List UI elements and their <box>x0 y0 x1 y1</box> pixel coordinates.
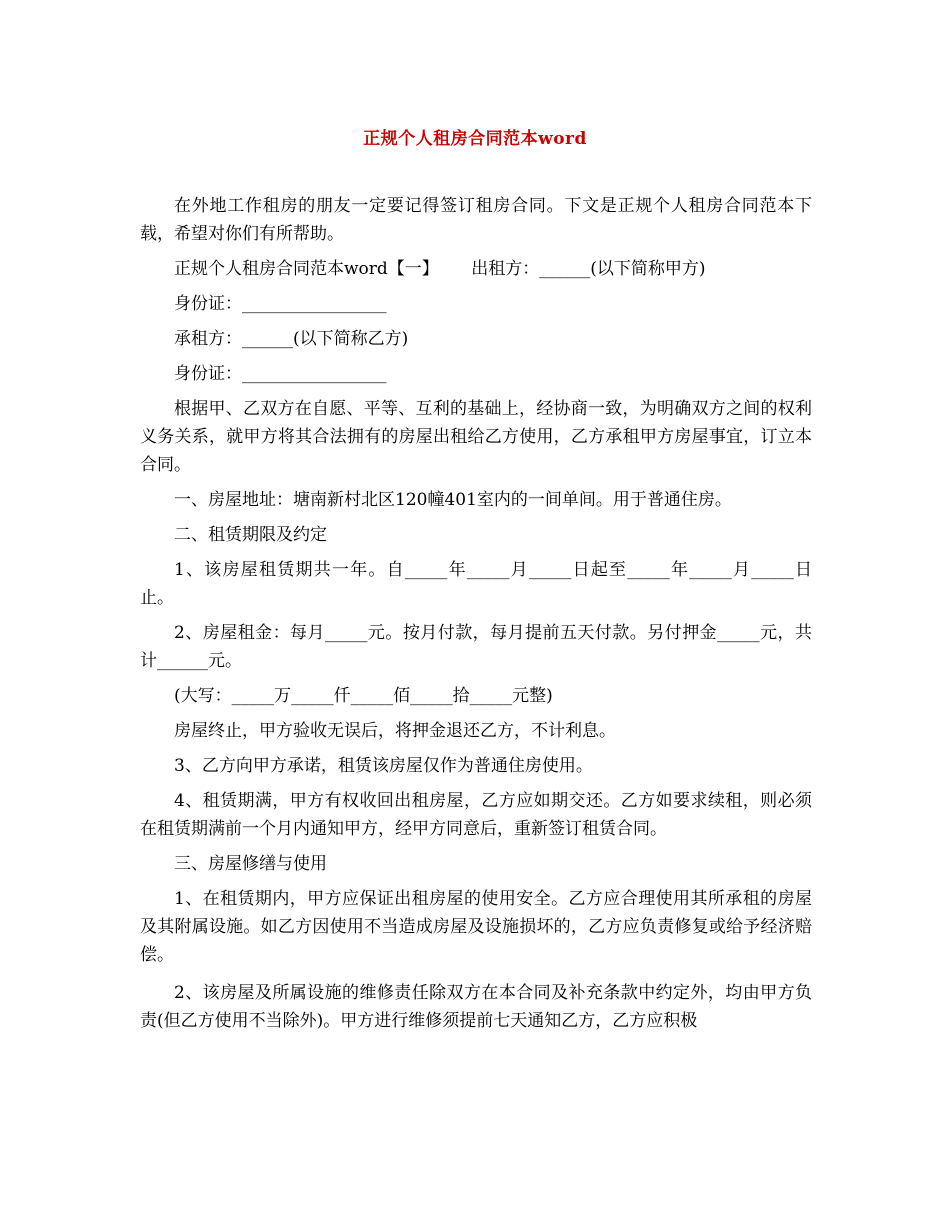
clause-3-1-safety: 1、在租赁期内，甲方应保证出租房屋的使用安全。乙方应合理使用其所承租的房屋及其附属设施。如乙方因使用不当造成房屋及设施损坏的，乙方应负责修复或给予经济赔偿。 <box>140 889 812 965</box>
preamble-paragraph: 根据甲、乙双方在自愿、平等、互利的基础上，经协商一致，为明确双方之间的权利义务关系，就甲方将其合法拥有的房屋出租给乙方使用，乙方承租甲方房屋事宜，订立本合同。 <box>140 399 812 475</box>
section-3-heading: 三、房屋修缮与使用 <box>174 854 327 874</box>
clause-3-2-maintenance: 2、该房屋及所属设施的维修责任除双方在本合同及补充条款中约定外，均由甲方负责(但乙方使用不当除外)。甲方进行维修须提前七天通知乙方，乙方应积极 <box>140 983 812 1031</box>
section-1-address: 一、房屋地址：塘南新村北区120幢401室内的一间单间。用于普通住房。 <box>174 490 732 510</box>
deposit-refund-line: 房屋终止，甲方验收无误后，将押金退还乙方，不计利息。 <box>174 721 616 741</box>
clause-2-1-term: 1、该房屋租赁期共一年。自_____年_____月_____日起至_____年_____月_____日止。 <box>140 560 812 608</box>
clause-2-2-rent: 2、房屋租金：每月_____元。按月付款，每月提前五天付款。另付押金_____元，共计______元。 <box>140 623 812 671</box>
clause-2-3-usage: 3、乙方向甲方承诺，租赁该房屋仅作为普通住房使用。 <box>174 756 593 776</box>
lessor-id-line: 身份证：_________________ <box>174 294 387 314</box>
section-2-heading: 二、租赁期限及约定 <box>174 525 327 545</box>
lessee-line: 承租方：______(以下简称乙方) <box>174 329 409 349</box>
amount-in-words-line: (大写：_____万_____仟_____佰_____拾_____元整) <box>174 686 553 706</box>
document-title: 正规个人租房合同范本word <box>363 129 587 149</box>
clause-2-4-renewal: 4、租赁期满，甲方有权收回出租房屋，乙方应如期交还。乙方如要求续租，则必须在租赁期满前一个月内通知甲方，经甲方同意后，重新签订租赁合同。 <box>140 791 812 839</box>
document-body <box>140 192 812 1042</box>
intro-paragraph: 在外地工作租房的朋友一定要记得签订租房合同。下文是正规个人租房合同范本下载，希望对你们有所帮助。 <box>140 196 812 244</box>
lessee-id-line: 身份证：_________________ <box>174 364 387 384</box>
contract-heading-lessor: 正规个人租房合同范本word【一】 出租方：______(以下简称甲方) <box>174 259 706 279</box>
